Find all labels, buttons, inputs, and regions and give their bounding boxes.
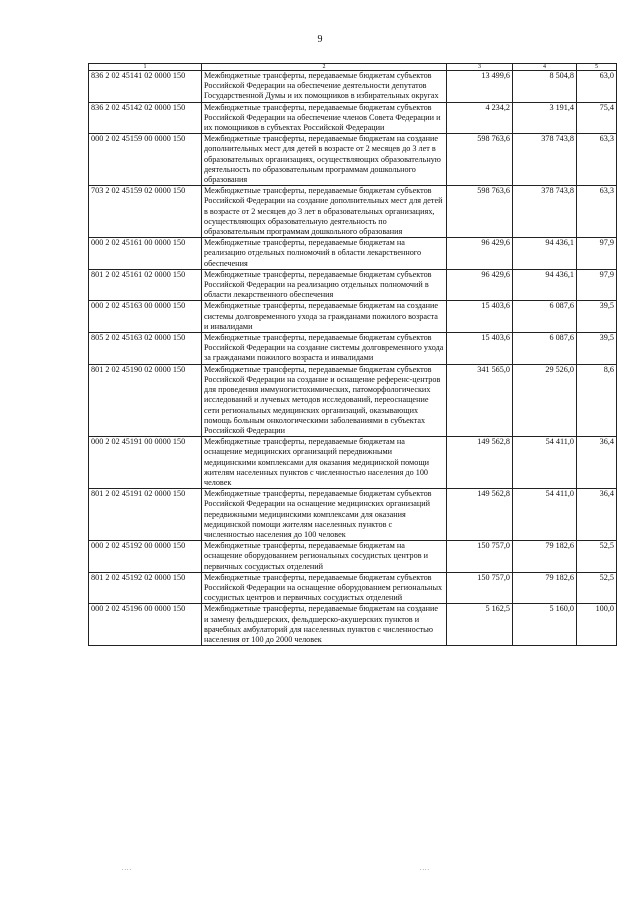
description-cell: Межбюджетные трансферты, передаваемые бюджетам субъектов Российской Федерации на обеспечение деятельности депутатов Государственной Думы и их помощников в избирательных округах — [202, 71, 447, 103]
actual-amount-cell: 378 743,8 — [513, 134, 577, 186]
planned-amount-cell: 149 562,8 — [447, 437, 513, 489]
column-header-2: 2 — [202, 64, 447, 71]
footer-mark-right: .... — [420, 866, 430, 872]
budget-table — [88, 63, 617, 646]
table-row — [89, 301, 617, 333]
planned-amount-cell: 149 562,8 — [447, 489, 513, 541]
code-cell: 000 2 02 45163 00 0000 150 — [89, 301, 202, 333]
footer-mark-left: .... — [122, 866, 132, 872]
table-row — [89, 489, 617, 541]
description-cell: Межбюджетные трансферты, передаваемые бюджетам субъектов Российской Федерации на реализацию отдельных полномочий в области лекарственного обеспечения — [202, 269, 447, 301]
percent-cell: 63,3 — [577, 186, 617, 238]
description-cell: Межбюджетные трансферты, передаваемые бюджетам субъектов Российской Федерации на оснащение медицинских организаций передвижными медицинскими комплексами для оказания медицинской помощи жителям населенных пунктов с численностью населения до 100 человек — [202, 489, 447, 541]
planned-amount-cell: 598 763,6 — [447, 134, 513, 186]
table-row — [89, 604, 617, 646]
code-cell: 000 2 02 45191 00 0000 150 — [89, 437, 202, 489]
code-cell: 801 2 02 45190 02 0000 150 — [89, 364, 202, 436]
percent-cell: 100,0 — [577, 604, 617, 646]
percent-cell: 52,5 — [577, 572, 617, 604]
code-cell: 000 2 02 45192 00 0000 150 — [89, 541, 202, 573]
actual-amount-cell: 5 160,0 — [513, 604, 577, 646]
table-row — [89, 134, 617, 186]
actual-amount-cell: 54 411,0 — [513, 437, 577, 489]
code-cell: 801 2 02 45192 02 0000 150 — [89, 572, 202, 604]
table-row — [89, 186, 617, 238]
table-row — [89, 238, 617, 270]
code-cell: 703 2 02 45159 02 0000 150 — [89, 186, 202, 238]
percent-cell: 36,4 — [577, 489, 617, 541]
actual-amount-cell: 8 504,8 — [513, 71, 577, 103]
code-cell: 801 2 02 45161 02 0000 150 — [89, 269, 202, 301]
table-row — [89, 102, 617, 134]
percent-cell: 39,5 — [577, 301, 617, 333]
actual-amount-cell: 94 436,1 — [513, 238, 577, 270]
column-header-5: 5 — [577, 64, 617, 71]
planned-amount-cell: 598 763,6 — [447, 186, 513, 238]
planned-amount-cell: 13 499,6 — [447, 71, 513, 103]
description-cell: Межбюджетные трансферты, передаваемые бюджетам субъектов Российской Федерации на создание дополнительных мест для детей в возрасте от 2 месяцев до 3 лет в образовательных организациях, осуществляющих образовательную деятельность по образовательным программам дошкольного образования — [202, 186, 447, 238]
actual-amount-cell: 94 436,1 — [513, 269, 577, 301]
actual-amount-cell: 6 087,6 — [513, 301, 577, 333]
code-cell: 805 2 02 45163 02 0000 150 — [89, 333, 202, 365]
planned-amount-cell: 15 403,6 — [447, 333, 513, 365]
percent-cell: 52,5 — [577, 541, 617, 573]
actual-amount-cell: 6 087,6 — [513, 333, 577, 365]
actual-amount-cell: 378 743,8 — [513, 186, 577, 238]
actual-amount-cell: 54 411,0 — [513, 489, 577, 541]
description-cell: Межбюджетные трансферты, передаваемые бюджетам на реализацию отдельных полномочий в области лекарственного обеспечения — [202, 238, 447, 270]
planned-amount-cell: 96 429,6 — [447, 238, 513, 270]
table-row — [89, 333, 617, 365]
code-cell: 801 2 02 45191 02 0000 150 — [89, 489, 202, 541]
description-cell: Межбюджетные трансферты, передаваемые бюджетам на оснащение медицинских организаций передвижными медицинскими комплексами для оказания медицинской помощи жителям населенных пунктов с численностью населения до 100 человек — [202, 437, 447, 489]
code-cell: 000 2 02 45196 00 0000 150 — [89, 604, 202, 646]
percent-cell: 39,5 — [577, 333, 617, 365]
description-cell: Межбюджетные трансферты, передаваемые бюджетам на создание и замену фельдшерских, фельдшерско-акушерских пунктов и врачебных амбулаторий для населенных пунктов с численностью населения от 100 до 2000 человек — [202, 604, 447, 646]
column-header-4: 4 — [513, 64, 577, 71]
percent-cell: 97,9 — [577, 238, 617, 270]
code-cell: 836 2 02 45142 02 0000 150 — [89, 102, 202, 134]
table-header-row — [89, 64, 617, 71]
code-cell: 836 2 02 45141 02 0000 150 — [89, 71, 202, 103]
description-cell: Межбюджетные трансферты, передаваемые бюджетам субъектов Российской Федерации на оснащение оборудованием региональных сосудистых центров и первичных сосудистых отделений — [202, 572, 447, 604]
table-row — [89, 71, 617, 103]
description-cell: Межбюджетные трансферты, передаваемые бюджетам на оснащение оборудованием региональных сосудистых центров и первичных сосудистых отделений — [202, 541, 447, 573]
column-header-1: 1 — [89, 64, 202, 71]
table-row — [89, 269, 617, 301]
code-cell: 000 2 02 45159 00 0000 150 — [89, 134, 202, 186]
percent-cell: 75,4 — [577, 102, 617, 134]
description-cell: Межбюджетные трансферты, передаваемые бюджетам на создание системы долговременного ухода за гражданами пожилого возраста и инвалидами — [202, 301, 447, 333]
page-number: 9 — [317, 34, 323, 45]
column-header-3: 3 — [447, 64, 513, 71]
table-row — [89, 364, 617, 436]
table-row — [89, 572, 617, 604]
description-cell: Межбюджетные трансферты, передаваемые бюджетам субъектов Российской Федерации на обеспечение членов Совета Федерации и их помощников в субъектах Российской Федерации — [202, 102, 447, 134]
description-cell: Межбюджетные трансферты, передаваемые бюджетам субъектов Российской Федерации на создание и оснащение референс-центров для проведения иммуногистохимических, патоморфологических исследований и лучевых методов исследований, переоснащение сети региональных медицинских организаций, оказывающих помощь больным онкологическими заболеваниями в субъектах Российской Федерации — [202, 364, 447, 436]
actual-amount-cell: 79 182,6 — [513, 572, 577, 604]
percent-cell: 36,4 — [577, 437, 617, 489]
percent-cell: 63,3 — [577, 134, 617, 186]
planned-amount-cell: 4 234,2 — [447, 102, 513, 134]
actual-amount-cell: 29 526,0 — [513, 364, 577, 436]
planned-amount-cell: 150 757,0 — [447, 541, 513, 573]
table-row — [89, 437, 617, 489]
percent-cell: 97,9 — [577, 269, 617, 301]
planned-amount-cell: 96 429,6 — [447, 269, 513, 301]
percent-cell: 8,6 — [577, 364, 617, 436]
planned-amount-cell: 15 403,6 — [447, 301, 513, 333]
planned-amount-cell: 5 162,5 — [447, 604, 513, 646]
description-cell: Межбюджетные трансферты, передаваемые бюджетам субъектов Российской Федерации на создание системы долговременного ухода за гражданами пожилого возраста и инвалидами — [202, 333, 447, 365]
planned-amount-cell: 341 565,0 — [447, 364, 513, 436]
percent-cell: 63,0 — [577, 71, 617, 103]
table-row — [89, 541, 617, 573]
planned-amount-cell: 150 757,0 — [447, 572, 513, 604]
actual-amount-cell: 3 191,4 — [513, 102, 577, 134]
code-cell: 000 2 02 45161 00 0000 150 — [89, 238, 202, 270]
description-cell: Межбюджетные трансферты, передаваемые бюджетам на создание дополнительных мест для детей в возрасте от 2 месяцев до 3 лет в образовательных организациях, осуществляющих образовательную деятельность по образовательным программам дошкольного образования — [202, 134, 447, 186]
actual-amount-cell: 79 182,6 — [513, 541, 577, 573]
